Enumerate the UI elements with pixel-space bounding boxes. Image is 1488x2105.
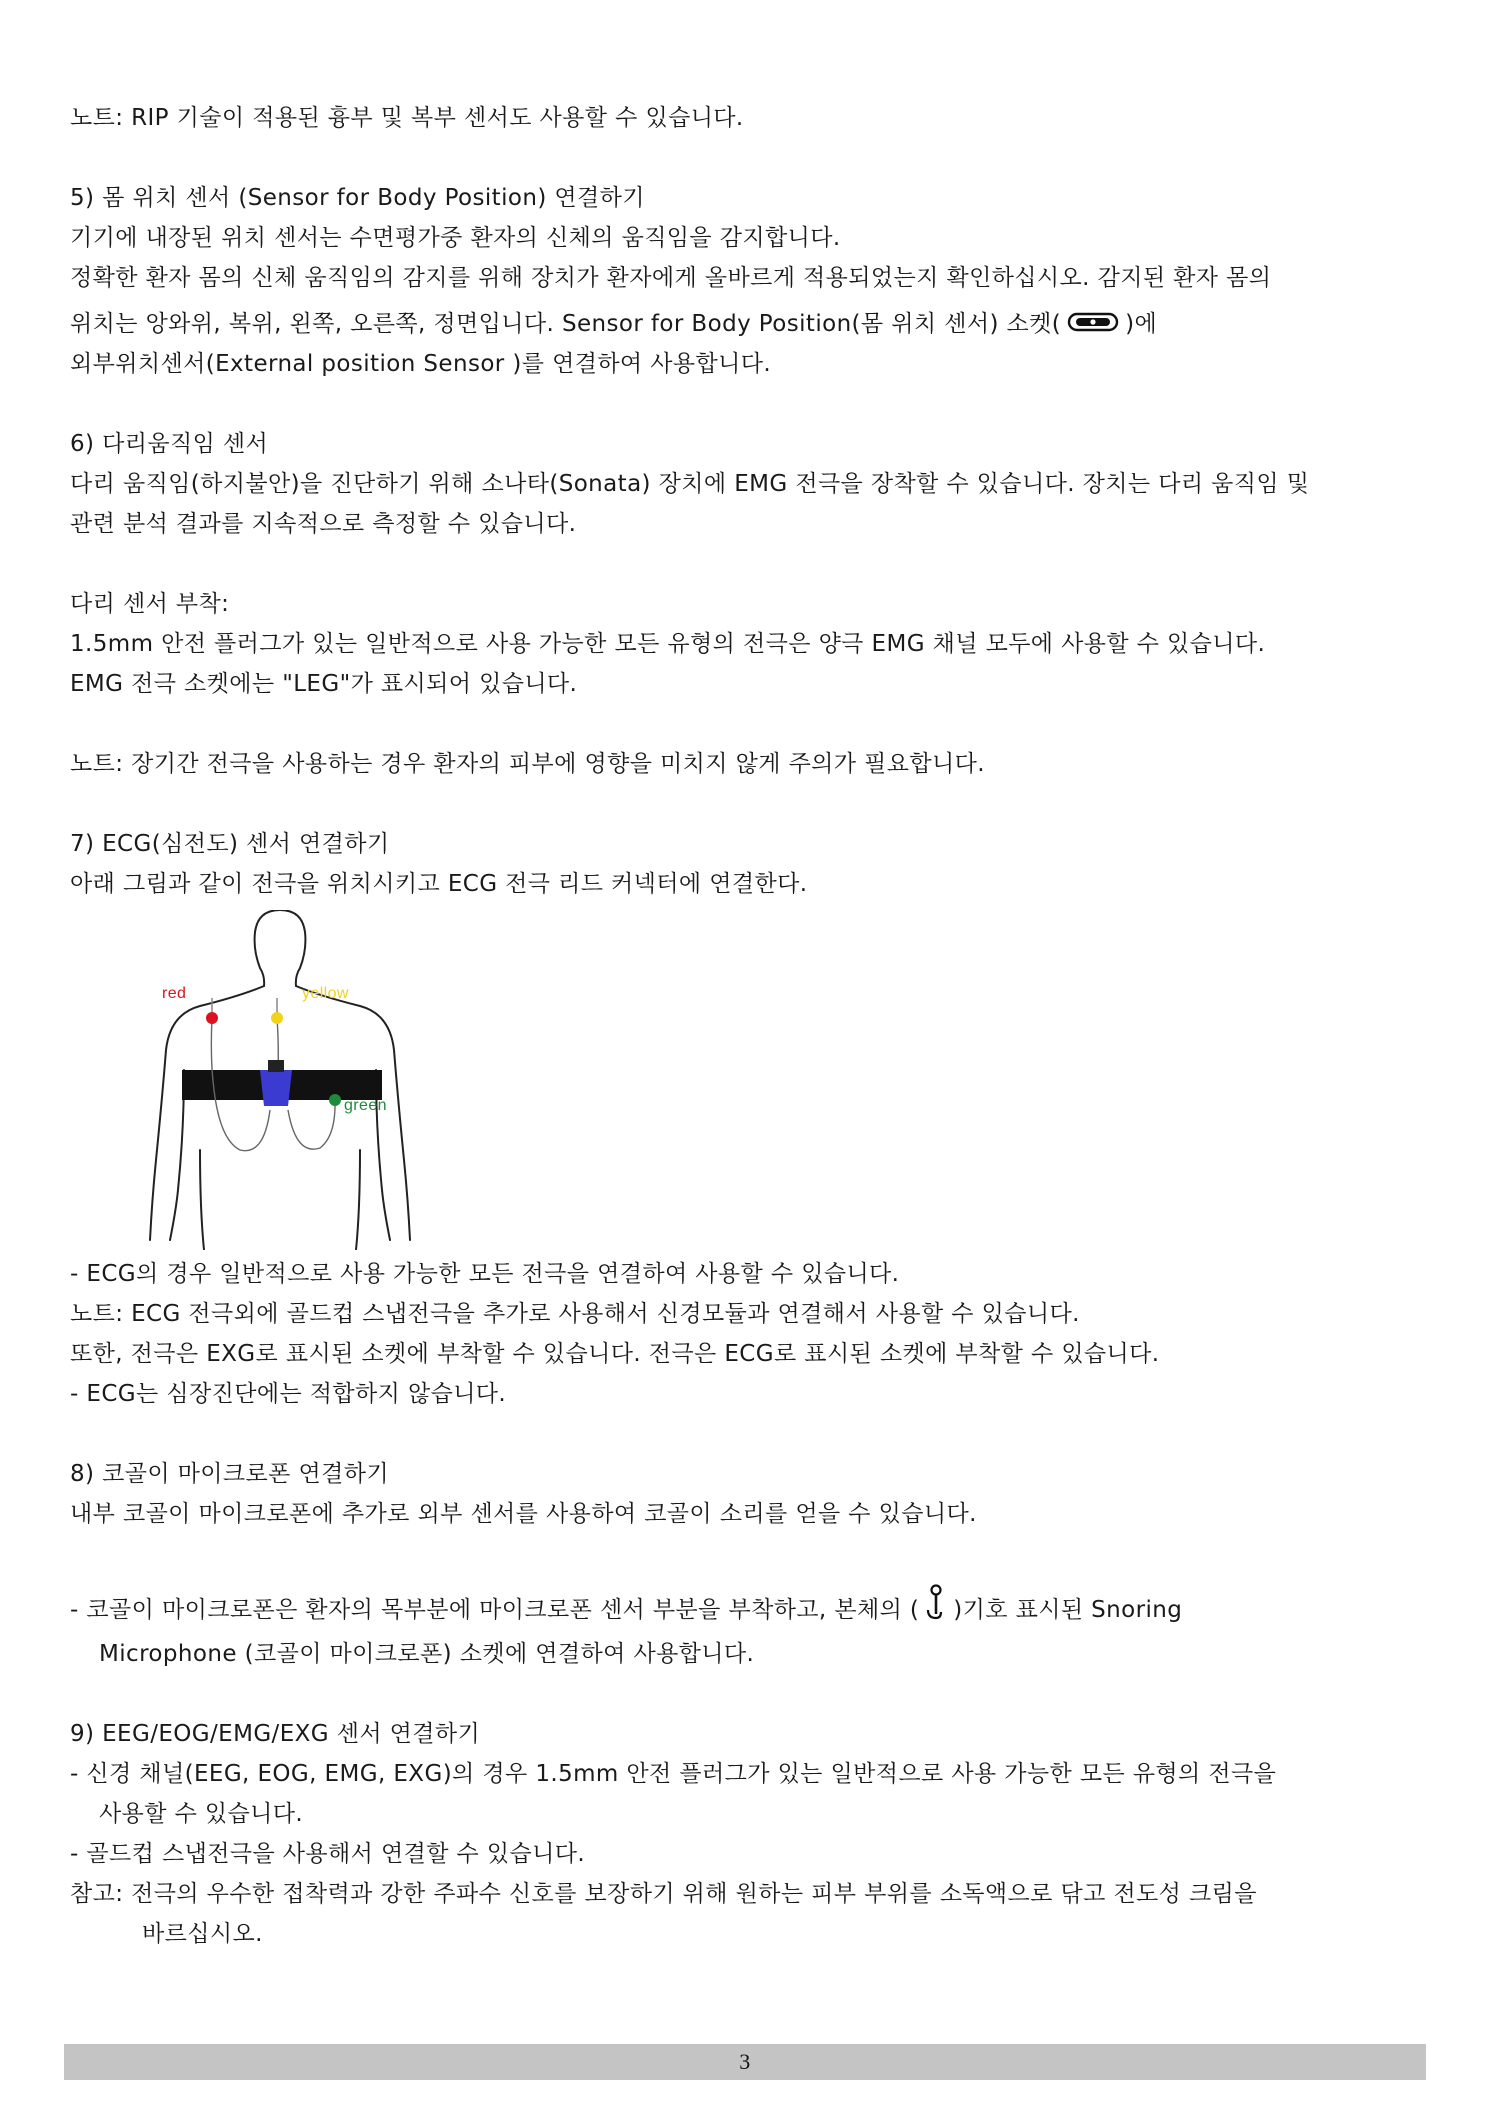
- paragraph-line: 바르십시오.: [142, 1921, 263, 1947]
- paragraph-text: 위치는 앙와위, 복위, 왼쪽, 오른쪽, 정면입니다. Sensor for Body Position(몸 위치 센서) 소켓(: [70, 311, 1062, 337]
- section-7-heading: 7) ECG(심전도) 센서 연결하기: [70, 831, 390, 857]
- paragraph-line: EMG 전극 소켓에는 "LEG"가 표시되어 있습니다.: [70, 671, 578, 697]
- reference-note: 참고: 전극의 우수한 접착력과 강한 주파수 신호를 보장하기 위해 원하는 피부 부위를 소독액으로 닦고 전도성 크림을: [70, 1881, 1257, 1907]
- paragraph-line-with-icon: [70, 304, 1157, 345]
- label-red: red: [162, 985, 187, 1002]
- paragraph-line: - 골드컵 스냅전극을 사용해서 연결할 수 있습니다.: [70, 1841, 586, 1867]
- body-position-socket-icon: [1067, 305, 1119, 345]
- label-green: green: [344, 1097, 387, 1114]
- paragraph-line: 외부위치센서(External position Sensor )를 연결하여 사용합니다.: [70, 351, 772, 377]
- paragraph-line: 내부 코골이 마이크로폰에 추가로 외부 센서를 사용하여 코골이 소리를 얻을 수 있습니다.: [70, 1501, 977, 1527]
- paragraph-line: - 신경 채널(EEG, EOG, EMG, EXG)의 경우 1.5mm 안전 플러그가 있는 일반적으로 사용 가능한 모든 유형의 전극을: [70, 1761, 1277, 1787]
- paragraph-text: )에: [1125, 311, 1158, 337]
- paragraph-text: - 코골이 마이크로폰은 환자의 목부분에 마이크로폰 센서 부분을 부착하고, 본체의 (: [70, 1597, 920, 1623]
- microphone-icon: [925, 1584, 947, 1637]
- subheading-leg-sensor: 다리 센서 부착:: [70, 591, 230, 617]
- label-yellow: yellow: [302, 985, 349, 1002]
- page-footer: [64, 2044, 1426, 2080]
- paragraph-text: )기호 표시된 Snoring: [953, 1597, 1183, 1623]
- paragraph-line: 기기에 내장된 위치 센서는 수면평가중 환자의 신체의 움직임을 감지합니다.: [70, 225, 841, 251]
- note-long-term: 노트: 장기간 전극을 사용하는 경우 환자의 피부에 영향을 미치지 않게 주의가 필요합니다.: [70, 751, 985, 777]
- yellow-electrode: [271, 1012, 283, 1024]
- device-clip: [268, 1060, 284, 1072]
- paragraph-line: 다리 움직임(하지불안)을 진단하기 위해 소나타(Sonata) 장치에 EMG 전극을 장착할 수 있습니다. 장치는 다리 움직임 및: [70, 471, 1310, 497]
- paragraph-line: 관련 분석 결과를 지속적으로 측정할 수 있습니다.: [70, 511, 577, 537]
- paragraph-line-with-icon: [70, 1584, 1182, 1637]
- green-electrode: [329, 1094, 341, 1106]
- paragraph-line: - ECG는 심장진단에는 적합하지 않습니다.: [70, 1381, 507, 1407]
- page-number: 3: [739, 2049, 751, 2074]
- paragraph-line: 정확한 환자 몸의 신체 움직임의 감지를 위해 장치가 환자에게 올바르게 적용되었는지 확인하십시오. 감지된 환자 몸의: [70, 265, 1272, 291]
- paragraph-line: - ECG의 경우 일반적으로 사용 가능한 모든 전극을 연결하여 사용할 수 있습니다.: [70, 1261, 900, 1287]
- ecg-electrode-placement-figure: [140, 910, 440, 1250]
- section-8-heading: 8) 코골이 마이크로폰 연결하기: [70, 1461, 389, 1487]
- paragraph-line: 사용할 수 있습니다.: [99, 1801, 304, 1827]
- paragraph-line: 1.5mm 안전 플러그가 있는 일반적으로 사용 가능한 모든 유형의 전극은 양극 EMG 채널 모두에 사용할 수 있습니다.: [70, 631, 1266, 657]
- section-6-heading: 6) 다리움직임 센서: [70, 431, 269, 457]
- note-rip: 노트: RIP 기술이 적용된 흉부 및 복부 센서도 사용할 수 있습니다.: [70, 105, 744, 131]
- section-9-heading: 9) EEG/EOG/EMG/EXG 센서 연결하기: [70, 1721, 481, 1747]
- paragraph-line: 또한, 전극은 EXG로 표시된 소켓에 부착할 수 있습니다. 전극은 ECG로 표시된 소켓에 부착할 수 있습니다.: [70, 1341, 1160, 1367]
- paragraph-line: 아래 그림과 같이 전극을 위치시키고 ECG 전극 리드 커넥터에 연결한다.: [70, 871, 808, 897]
- red-electrode: [206, 1012, 218, 1024]
- section-5-heading: 5) 몸 위치 센서 (Sensor for Body Position) 연결하기: [70, 185, 645, 211]
- note-gold-cup: 노트: ECG 전극외에 골드컵 스냅전극을 추가로 사용해서 신경모듈과 연결해서 사용할 수 있습니다.: [70, 1301, 1080, 1327]
- paragraph-line: Microphone (코골이 마이크로폰) 소켓에 연결하여 사용합니다.: [99, 1641, 755, 1667]
- ecg-recording-device: [260, 1070, 292, 1106]
